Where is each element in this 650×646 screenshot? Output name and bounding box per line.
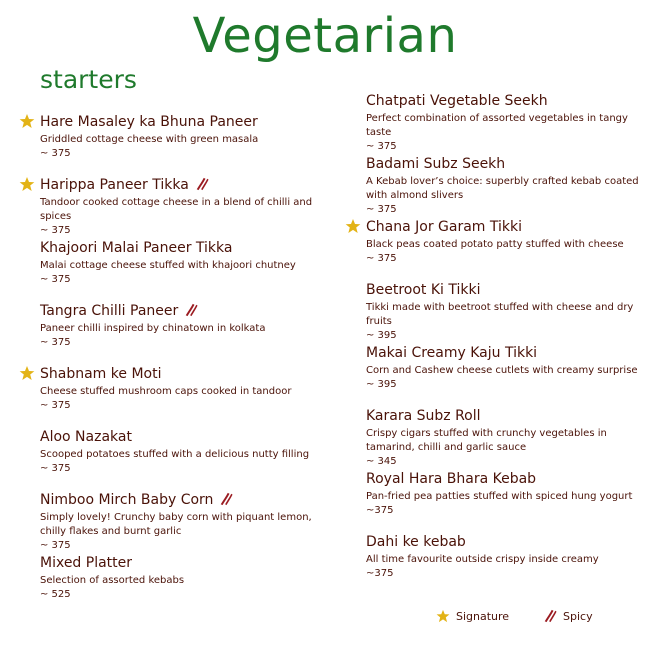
section-subtitle: starters (40, 65, 137, 94)
item-name-text: Makai Creamy Kaju Tikki (366, 345, 538, 361)
item-description: Pan-fried pea patties stuffed with spiced hung yogurt (366, 491, 633, 502)
item-price: ~ 375 (40, 400, 71, 411)
star-icon (19, 176, 35, 192)
item-name-text: Hare Masaley ka Bhuna Paneer (40, 114, 258, 130)
item-price: ~ 375 (40, 540, 71, 551)
chili-icon (195, 177, 209, 191)
item-description: Crispy cigars stuffed with crunchy vegetables in tamarind, chilli and garlic sauce (366, 428, 607, 453)
item-name-text: Chana Jor Garam Tikki (366, 219, 522, 235)
item-name (40, 365, 340, 383)
menu-item (366, 470, 646, 533)
star-icon (436, 609, 450, 623)
item-name-text: Khajoori Malai Paneer Tikka (40, 240, 233, 256)
chili-icon (219, 492, 233, 506)
menu-item (366, 344, 646, 407)
item-name-text: Tangra Chilli Paneer (40, 303, 179, 319)
legend-signature (436, 608, 509, 626)
item-name (366, 344, 646, 362)
item-description: Black peas coated potato patty stuffed with cheese (366, 239, 624, 250)
legend-spicy-label: Spicy (563, 610, 593, 623)
item-price: ~375 (366, 568, 394, 579)
item-name (40, 491, 340, 509)
item-name-text: Royal Hara Bhara Kebab (366, 471, 537, 487)
item-price: ~ 375 (366, 204, 397, 215)
item-name (40, 176, 340, 194)
item-price: ~ 375 (40, 148, 71, 159)
item-name (40, 302, 340, 320)
menu-item (366, 155, 646, 218)
item-name-text: Shabnam ke Moti (40, 366, 162, 382)
item-name-text: Karara Subz Roll (366, 408, 481, 424)
menu-item (40, 176, 340, 239)
item-name-text: Beetroot Ki Tikki (366, 282, 481, 298)
item-description: Malai cottage cheese stuffed with khajoori chutney (40, 260, 296, 271)
menu-item (40, 239, 340, 302)
item-name-text: Mixed Platter (40, 555, 133, 571)
item-name (366, 155, 646, 173)
item-price: ~ 375 (40, 463, 71, 474)
item-price: ~ 345 (366, 456, 397, 467)
menu-item (40, 365, 340, 428)
item-price: ~ 375 (366, 253, 397, 264)
item-description: Paneer chilli inspired by chinatown in kolkata (40, 323, 266, 334)
star-icon (345, 218, 361, 234)
menu-item (40, 491, 340, 554)
item-name (366, 533, 646, 551)
item-name (40, 428, 340, 446)
item-name-text: Badami Subz Seekh (366, 156, 506, 172)
chili-icon (184, 303, 198, 317)
left-column (40, 113, 340, 617)
item-name (366, 92, 646, 110)
menu-item (40, 428, 340, 491)
item-name-text: Aloo Nazakat (40, 429, 132, 445)
item-description: All time favourite outside crispy inside creamy (366, 554, 599, 565)
item-name-text: Chatpati Vegetable Seekh (366, 93, 548, 109)
item-price: ~ 525 (40, 589, 71, 600)
item-description: Tikki made with beetroot stuffed with cheese and dry fruits (366, 302, 634, 327)
menu-item (366, 92, 646, 155)
legend-spicy (543, 608, 593, 626)
menu-item (366, 533, 646, 596)
item-description: A Kebab lover’s choice: superbly crafted kebab coated with almond slivers (366, 176, 639, 201)
item-price: ~ 395 (366, 379, 397, 390)
item-description: Griddled cottage cheese with green masala (40, 134, 259, 145)
item-price: ~ 395 (366, 330, 397, 341)
item-description: Corn and Cashew cheese cutlets with creamy surprise (366, 365, 638, 376)
legend-signature-label: Signature (456, 610, 510, 623)
item-name (366, 281, 646, 299)
item-name (40, 554, 340, 572)
item-description: Selection of assorted kebabs (40, 575, 185, 586)
item-name (366, 407, 646, 425)
item-description: Cheese stuffed mushroom caps cooked in tandoor (40, 386, 292, 397)
menu-item (366, 407, 646, 470)
item-description: Simply lovely! Crunchy baby corn with piquant lemon, chilly flakes and burnt garlic (40, 512, 312, 537)
item-price: ~ 375 (40, 274, 71, 285)
menu-item (366, 281, 646, 344)
item-name (366, 218, 646, 236)
item-price: ~375 (366, 505, 394, 516)
item-name-text: Harippa Paneer Tikka (40, 177, 189, 193)
item-name (40, 113, 340, 131)
menu-item (40, 113, 340, 176)
item-name-text: Dahi ke kebab (366, 534, 466, 550)
page-title: Vegetarian (192, 8, 458, 64)
item-description: Tandoor cooked cottage cheese in a blend of chilli and spices (40, 197, 313, 222)
item-name-text: Nimboo Mirch Baby Corn (40, 492, 214, 508)
star-icon (19, 365, 35, 381)
item-price: ~ 375 (366, 141, 397, 152)
item-price: ~ 375 (40, 337, 71, 348)
item-description: Perfect combination of assorted vegetables in tangy taste (366, 113, 628, 138)
menu-item (40, 554, 340, 617)
right-column (366, 92, 646, 596)
item-name (40, 239, 340, 257)
star-icon (19, 113, 35, 129)
menu-item (366, 218, 646, 281)
item-name (366, 470, 646, 488)
item-price: ~ 375 (40, 225, 71, 236)
menu-item (40, 302, 340, 365)
chili-icon (543, 609, 557, 623)
item-description: Scooped potatoes stuffed with a delicious nutty filling (40, 449, 310, 460)
